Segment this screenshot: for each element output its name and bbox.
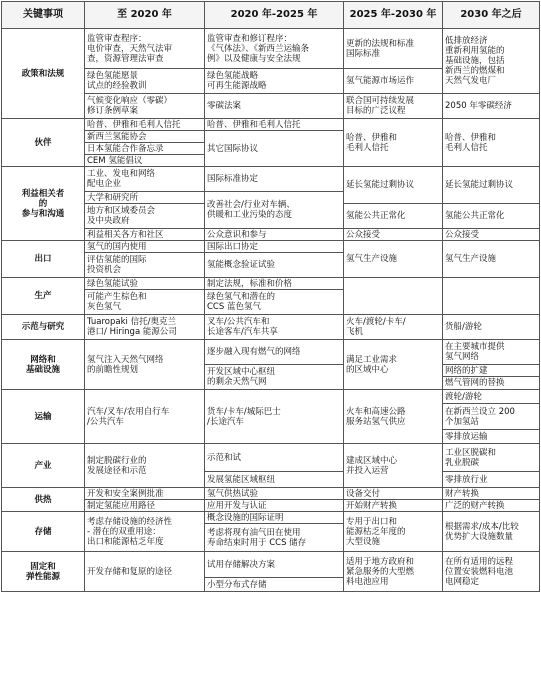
cell-2025-2030	[344, 315, 443, 340]
cell-text-line: 查，资源管理法审查	[87, 53, 164, 64]
cell-text-line: 大型设施	[346, 536, 381, 547]
cell-2025-2030	[344, 278, 443, 315]
cell-text-line: /长途汽车	[207, 416, 244, 427]
cell-to-2020	[85, 204, 205, 229]
table-row	[2, 552, 540, 578]
cell-text-line: 开发区域中心枢纽	[207, 367, 276, 377]
cell-text-line: Tuaropaki 信托/奥克兰	[87, 317, 176, 327]
cell-text-line: 例》以及健康与安全法规	[207, 53, 301, 64]
cell-text-line: 开发存储和复原的途径	[87, 566, 173, 577]
cell-text-line: 在主要城市提供	[445, 342, 505, 352]
cell-text-line: 紧急服务的大型燃	[346, 566, 415, 577]
cell-after-2030	[443, 229, 540, 241]
cell-2025-2030	[344, 229, 443, 241]
cell-after-2030	[443, 377, 540, 390]
cell-text-line: 货车/卡车/城际巴士	[207, 406, 281, 417]
cell-2020-2025	[205, 488, 344, 500]
cell-2020-2025	[205, 365, 344, 390]
cell-after-2030	[443, 552, 540, 592]
cell-text-line: 的剩余天然气网	[207, 377, 267, 387]
cell-2025-2030	[344, 204, 443, 229]
cell-text-line: 存储	[34, 526, 52, 537]
cell-text-line: 更新的法规和标准	[346, 38, 415, 49]
header-topic: 关键事项	[2, 2, 85, 29]
cell-to-2020	[85, 552, 205, 592]
cell-text-line: 建成区域中心	[346, 455, 398, 466]
roadmap-body	[2, 29, 540, 592]
cell-text-line: 优势扩大设施数量	[445, 531, 514, 542]
cell-to-2020	[85, 444, 205, 488]
cell-text-line: 配电企业	[87, 179, 122, 189]
cell-text-line: 政策和法规	[21, 68, 65, 79]
cell-text-line: 开发和安全案例批准	[87, 488, 164, 499]
roadmap-table	[1, 1, 540, 592]
cell-text-line: 监管审查和修订程序：	[207, 33, 293, 44]
cell-2020-2025	[205, 444, 344, 472]
cell-text-line: 哈普、伊雅和毛利人信托	[207, 119, 301, 130]
cell-text-line: 广泛的财产转换	[445, 500, 505, 511]
cell-after-2030	[443, 472, 540, 488]
cell-text-line: 工业区脱碳和	[445, 447, 497, 458]
topic-cell	[2, 315, 85, 340]
cell-text-line: 制定氢能应用路径	[87, 500, 156, 511]
cell-2020-2025	[205, 500, 344, 512]
cell-after-2030	[443, 512, 540, 552]
cell-after-2030	[443, 167, 540, 204]
cell-text-line: 绿色氢气和潜在的	[207, 292, 276, 302]
cell-text-line: 氢气供热试验	[207, 488, 259, 499]
cell-text-line: 2050 年零碳经济	[445, 101, 512, 111]
cell-text-line: 低排放经济	[445, 36, 488, 46]
cell-2020-2025	[205, 253, 344, 278]
cell-text-line: 渡轮/游轮	[445, 391, 482, 402]
cell-to-2020	[85, 315, 205, 340]
cell-to-2020	[85, 119, 205, 131]
cell-to-2020	[85, 253, 205, 278]
cell-text-line: 港口/ Hiringa 能源公司	[87, 327, 177, 337]
cell-2020-2025	[205, 131, 344, 167]
cell-2020-2025	[205, 315, 344, 340]
cell-2020-2025	[205, 512, 344, 524]
cell-text-line: - 潜在的双重用途：	[87, 526, 161, 537]
topic-cell	[2, 340, 85, 390]
cell-after-2030	[443, 29, 540, 94]
cell-2020-2025	[205, 167, 344, 192]
cell-text-line: 开始财产转换	[346, 500, 398, 511]
cell-text-line: 火车/渡轮/卡车/	[346, 317, 406, 327]
cell-text-line: 乳业脱碳	[445, 457, 480, 468]
cell-text-line: 料电池应用	[346, 576, 389, 587]
cell-2025-2030	[344, 69, 443, 94]
cell-text-line: 联合国可持续发展	[346, 96, 415, 106]
cell-text-line: 燃气管网的替换	[445, 378, 505, 388]
cell-text-line: 延长氢能过剩协议	[445, 180, 514, 190]
cell-text-line: 毛利人信托	[346, 142, 389, 153]
cell-text-line: 在新西兰设立 200	[445, 406, 515, 417]
cell-text-line: 哈普、伊雅和	[445, 132, 497, 143]
cell-text-line: 制定脱碳行业的	[87, 455, 147, 466]
cell-text-line: 发展氢能区域枢纽	[207, 474, 276, 485]
cell-text-line: 示范与研究	[21, 322, 65, 332]
cell-text-line: 气候变化响应（零碳）	[87, 96, 173, 106]
cell-2020-2025	[205, 278, 344, 290]
cell-text-line: 出口	[34, 254, 52, 264]
table-row	[2, 278, 540, 290]
cell-after-2030	[443, 340, 540, 365]
topic-cell	[2, 552, 85, 592]
cell-text-line: 位置安装燃料电池	[445, 566, 514, 577]
cell-2020-2025	[205, 119, 344, 131]
cell-text-line: 逐步融入现有燃气的网络	[207, 347, 301, 357]
cell-text-line: 重新利用氢能的	[445, 46, 505, 56]
cell-text-line: 国际出口协定	[207, 241, 259, 252]
table-row	[2, 340, 540, 365]
cell-text-line: 示范和试	[207, 452, 242, 463]
cell-after-2030	[443, 430, 540, 444]
cell-text-line: 可能产生棕色和	[87, 292, 147, 302]
topic-cell	[2, 241, 85, 278]
cell-after-2030	[443, 365, 540, 377]
cell-to-2020	[85, 340, 205, 390]
cell-text-line: 能源枯乏年度的	[346, 526, 406, 537]
cell-text-line: 目标的广泛议程	[346, 106, 406, 116]
cell-text-line: 毛利人信托	[445, 142, 488, 153]
cell-text-line: 出口和能源枯乏年度	[87, 536, 164, 547]
cell-2025-2030	[344, 552, 443, 592]
cell-text-line: 发展途径和示范	[87, 465, 147, 476]
table-row	[2, 512, 540, 524]
cell-text-line: 运输	[34, 411, 52, 422]
cell-text-line: 绿色氢能试验	[87, 278, 139, 289]
cell-text-line: 《气体法》、《新西兰运输条	[207, 43, 310, 54]
topic-cell	[2, 29, 85, 119]
table-row	[2, 444, 540, 472]
cell-text-line: 飞机	[346, 327, 364, 337]
cell-2020-2025	[205, 472, 344, 488]
cell-text-line: 试点的经验教训	[87, 81, 147, 91]
cell-after-2030	[443, 241, 540, 278]
cell-text-line: 公众接受	[445, 229, 480, 240]
cell-2025-2030	[344, 29, 443, 69]
cell-2020-2025	[205, 390, 344, 444]
cell-text-line: 天然气发电厂	[445, 76, 497, 86]
cell-text-line: 评估氢能的国际	[87, 255, 147, 265]
cell-text-line: 新西兰氢能协会	[87, 131, 147, 142]
cell-text-line: 弹性能源	[25, 571, 60, 582]
cell-text-line: 氢能概念验证试验	[207, 260, 276, 270]
cell-text-line: 零排放运输	[445, 431, 488, 442]
cell-2025-2030	[344, 444, 443, 488]
cell-text-line: 供热	[34, 494, 52, 505]
header-to-2020: 至 2020 年	[85, 2, 205, 29]
cell-2020-2025	[205, 340, 344, 365]
header-row	[2, 2, 540, 29]
cell-text-line: 氢气的国内使用	[87, 241, 147, 252]
cell-2025-2030	[344, 500, 443, 512]
cell-text-line: 生产	[34, 291, 52, 301]
cell-text-line: 电价审查，天然气法审	[87, 43, 173, 54]
cell-text-line: 长途客车/汽车共享	[207, 327, 278, 337]
cell-text-line: 火车和高速公路	[346, 406, 406, 417]
cell-text-line: 公众接受	[346, 229, 381, 240]
cell-text-line: 氢气网络	[445, 352, 480, 362]
cell-after-2030	[443, 315, 540, 340]
cell-text-line: 零排放行业	[445, 474, 488, 485]
cell-text-line: 设备交付	[346, 488, 381, 499]
cell-text-line: 氢能公共正常化	[445, 211, 505, 221]
cell-text-line: 个加氢站	[445, 416, 480, 427]
cell-after-2030	[443, 390, 540, 404]
cell-text-line: 小型分布式存储	[207, 579, 267, 590]
cell-text-line: 参与和沟通	[21, 208, 65, 219]
cell-to-2020	[85, 229, 205, 241]
cell-text-line: CCS 蓝色氢气	[207, 302, 261, 312]
cell-2025-2030	[344, 390, 443, 444]
table-row	[2, 119, 540, 131]
cell-text-line: 延长氢能过剩协议	[346, 180, 415, 190]
cell-text-line: 公众意识和参与	[207, 229, 267, 240]
cell-after-2030	[443, 500, 540, 512]
cell-text-line: 氢能公共正常化	[346, 211, 406, 221]
cell-to-2020	[85, 390, 205, 444]
cell-text-line: 并投入运营	[346, 465, 389, 476]
cell-to-2020	[85, 155, 205, 167]
cell-text-line: 监管审查程序：	[87, 33, 147, 44]
cell-to-2020	[85, 29, 205, 69]
cell-text-line: 汽车/叉车/农用自行车	[87, 406, 170, 417]
cell-text-line: 氢气生产设施	[346, 254, 398, 264]
cell-text-line: 地方和区域委员会	[87, 206, 156, 216]
cell-after-2030	[443, 488, 540, 500]
table-row	[2, 488, 540, 500]
cell-2025-2030	[344, 488, 443, 500]
cell-to-2020	[85, 512, 205, 552]
cell-2020-2025	[205, 69, 344, 94]
cell-2020-2025	[205, 241, 344, 253]
cell-to-2020	[85, 500, 205, 512]
cell-text-line: /公共汽车	[87, 416, 124, 427]
cell-text-line: 大学和研究所	[87, 192, 139, 203]
topic-cell	[2, 444, 85, 488]
table-row	[2, 29, 540, 69]
table-row	[2, 167, 540, 192]
table-row	[2, 241, 540, 253]
cell-text-line: 的前瞻性规划	[87, 364, 139, 375]
cell-text-line: 伙伴	[34, 137, 52, 148]
cell-text-line: 工业、发电和网络	[87, 169, 156, 179]
cell-text-line: 考虑将现有油气田在使用	[207, 527, 301, 538]
cell-to-2020	[85, 69, 205, 94]
cell-text-line: 氢气注入天然气网络	[87, 354, 164, 365]
cell-text-line: 利益相关各方和社区	[87, 229, 164, 240]
topic-cell	[2, 488, 85, 512]
cell-text-line: 固定和	[30, 561, 56, 572]
cell-text-line: 网络和	[30, 354, 56, 365]
cell-to-2020	[85, 131, 205, 143]
topic-cell	[2, 278, 85, 315]
cell-text-line: 产业	[34, 460, 52, 471]
cell-text-line: 其它国际协议	[207, 143, 259, 154]
cell-text-line: 概念设施的国际证明	[207, 512, 284, 523]
cell-to-2020	[85, 94, 205, 119]
cell-2020-2025	[205, 192, 344, 229]
cell-text-line: CEM 氢能倡议	[87, 155, 143, 166]
topic-cell	[2, 167, 85, 241]
cell-text-line: 专用于出口和	[346, 516, 398, 527]
cell-2020-2025	[205, 290, 344, 315]
cell-2020-2025	[205, 524, 344, 552]
cell-2020-2025	[205, 29, 344, 69]
cell-text-line: 绿色氢能战略	[207, 71, 259, 81]
cell-text-line: 氢气生产设施	[445, 254, 497, 264]
cell-text-line: 修订条例草案	[87, 106, 139, 116]
topic-cell	[2, 119, 85, 167]
cell-text-line: 的区域中心	[346, 364, 389, 375]
cell-text-line: 寿命结束时用于 CCS 储存	[207, 537, 307, 548]
cell-2025-2030	[344, 167, 443, 204]
cell-2025-2030	[344, 119, 443, 167]
cell-text-line: 日本氢能合作备忘录	[87, 143, 164, 154]
cell-text-line: 及中央政府	[87, 216, 130, 226]
header-after-2030: 2030 年之后	[443, 2, 540, 29]
cell-2025-2030	[344, 340, 443, 390]
cell-after-2030	[443, 119, 540, 167]
cell-text-line: 根据需求/成本/比较	[445, 521, 519, 532]
cell-to-2020	[85, 143, 205, 155]
cell-text-line: 财产转换	[445, 488, 480, 499]
cell-text-line: 氢气能源市场运作	[346, 76, 415, 86]
cell-text-line: 可再生能源战略	[207, 81, 267, 91]
cell-text-line: 电网稳定	[445, 576, 480, 587]
cell-text-line: 在所有适用的远程	[445, 556, 514, 567]
cell-text-line: 新西兰的燃煤和	[445, 66, 505, 76]
cell-text-line: 考虑存储设施的经济性	[87, 516, 173, 527]
table-row	[2, 315, 540, 340]
cell-text-line: 国际标准	[346, 48, 381, 59]
cell-to-2020	[85, 290, 205, 315]
cell-after-2030	[443, 94, 540, 119]
cell-after-2030	[443, 444, 540, 472]
cell-text-line: 供暖和工业污染的态度	[207, 210, 293, 220]
cell-2020-2025	[205, 94, 344, 119]
cell-text-line: 国际标准协定	[207, 174, 259, 184]
topic-cell	[2, 512, 85, 552]
cell-text-line: 基础设施，包括	[445, 56, 505, 66]
cell-to-2020	[85, 167, 205, 192]
cell-to-2020	[85, 241, 205, 253]
cell-text-line: 改善社会/行业对车辆、	[207, 200, 295, 210]
cell-text-line: 服务站氢气供应	[346, 416, 406, 427]
cell-2020-2025	[205, 552, 344, 578]
cell-text-line: 货船/游轮	[445, 322, 482, 332]
cell-text-line: 基础设施	[25, 364, 60, 375]
topic-cell	[2, 390, 85, 444]
cell-after-2030	[443, 204, 540, 229]
cell-text-line: 适用于地方政府和	[346, 556, 415, 567]
cell-text-line: 灰色氢气	[87, 302, 122, 312]
cell-text-line: 绿色氢能愿景	[87, 71, 139, 81]
cell-to-2020	[85, 488, 205, 500]
cell-text-line: 应用开发与认证	[207, 500, 267, 511]
cell-text-line: 满足工业需求	[346, 354, 398, 365]
cell-2020-2025	[205, 229, 344, 241]
header-2025-2030: 2025 年-2030 年	[344, 2, 443, 29]
cell-after-2030	[443, 404, 540, 430]
cell-text-line: 哈普、伊雅和	[346, 132, 398, 143]
cell-text-line: 的	[38, 198, 48, 209]
cell-text-line: 零碳法案	[207, 101, 242, 111]
header-2020-2025: 2020 年-2025 年	[205, 2, 344, 29]
cell-text-line: 网络的扩建	[445, 365, 488, 376]
cell-to-2020	[85, 278, 205, 290]
cell-after-2030	[443, 278, 540, 315]
cell-to-2020	[85, 192, 205, 204]
cell-text-line: 叉车/公共汽车和	[207, 317, 270, 327]
cell-text-line: 哈普、伊雅和毛利人信托	[87, 119, 181, 130]
cell-2025-2030	[344, 512, 443, 552]
table-row	[2, 390, 540, 404]
cell-2025-2030	[344, 94, 443, 119]
cell-text-line: 利益相关者	[21, 188, 65, 199]
cell-2020-2025	[205, 578, 344, 592]
cell-text-line: 投资机会	[87, 265, 122, 275]
cell-text-line: 试用存储解决方案	[207, 559, 276, 570]
cell-text-line: 制定法规，标准和价格	[207, 278, 293, 289]
cell-2025-2030	[344, 241, 443, 278]
